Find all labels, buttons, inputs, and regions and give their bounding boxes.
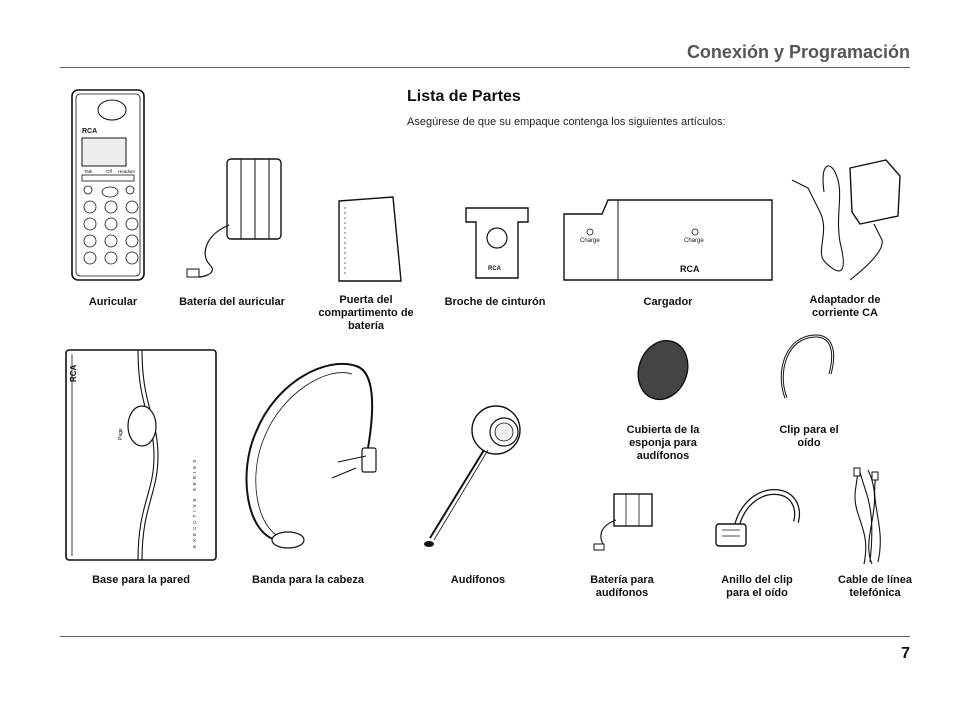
ear-clip-ring-illustration [712,486,804,552]
caption-headband: Banda para la cabeza [252,574,364,586]
section-intro: Asegúrese de que su empaque contenga los siguientes artículos: [407,116,726,128]
caption-wall-base: Base para la pared [92,574,190,586]
headset-battery-illustration [590,490,656,556]
caption-foam-cover: Cubierta de la esponja para audífonos [626,424,700,462]
handset-brand: RCA [82,128,98,135]
headband-illustration [236,352,386,558]
page-number: 7 [901,645,910,662]
caption-charger: Cargador [643,296,693,308]
caption-headset: Audífonos [450,574,506,586]
ac-adapter-illustration [790,152,910,286]
belt-clip-brand: RCA [488,266,501,272]
belt-clip-illustration [462,204,532,284]
charger-illustration [562,196,774,284]
caption-headset-battery: Batería para audífonos [590,574,654,599]
wall-base-brand: RCA [69,364,78,382]
handset-headset-label: Headset [118,169,135,174]
caption-handset: Auricular [88,296,138,308]
header-rule [60,67,910,68]
wall-base-series-label: EXECUTIVE SERIES [192,456,197,548]
wall-base-illustration [62,348,220,564]
handset-off-label: Off [106,169,112,174]
section-title: Lista de Partes [407,88,521,105]
foam-cover-illustration [634,338,692,402]
caption-line-cord: Cable de línea telefónica [838,574,912,599]
battery-door-illustration [335,195,405,285]
handset-battery-illustration [185,155,285,283]
caption-battery-door: Puerta del compartimento de batería [318,294,414,332]
ear-clip-illustration [776,332,838,404]
caption-belt-clip: Broche de cinturón [444,296,546,308]
charger-charge-label-1: Charge [580,238,600,244]
wall-base-page-label: Page [118,428,124,440]
charger-brand: RCA [680,264,700,274]
handset-illustration [70,88,150,284]
footer-rule [60,636,910,637]
caption-ear-clip: Clip para el oído [779,424,839,449]
page-header-title: Conexión y Programación [686,42,910,62]
headset-illustration [420,398,530,554]
caption-ac-adapter: Adaptador de corriente CA [809,294,881,319]
caption-handset-battery: Batería del auricular [179,296,285,308]
caption-ear-clip-ring: Anillo del clip para el oído [721,574,793,599]
handset-talk-label: Talk [84,169,93,174]
charger-charge-label-2: Charge [684,238,704,244]
line-cord-illustration [846,466,896,568]
